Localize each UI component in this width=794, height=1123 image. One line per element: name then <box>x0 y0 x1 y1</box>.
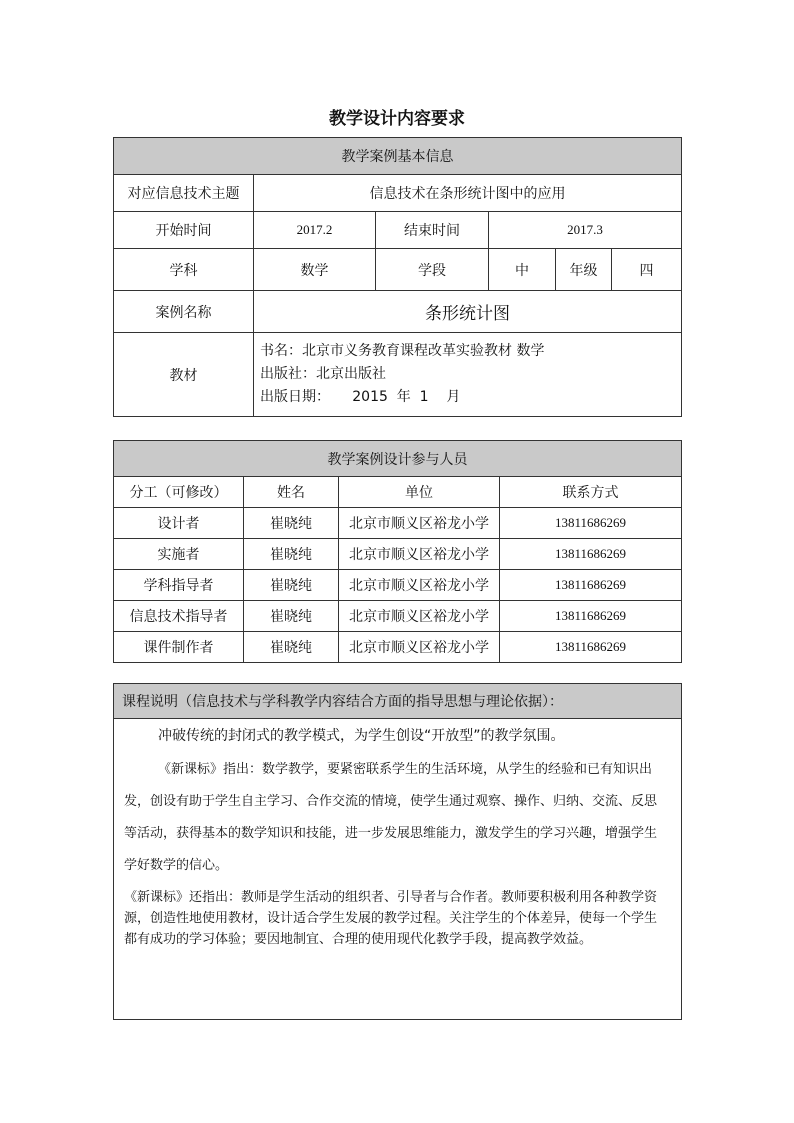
table-row <box>114 632 682 663</box>
contact-cell: 13811686269 <box>500 632 682 663</box>
role-cell: 信息技术指导者 <box>114 601 244 632</box>
grade-value: 四 <box>612 249 682 291</box>
start-value: 2017.2 <box>254 212 376 249</box>
table-row <box>114 601 682 632</box>
notes-paragraph-3 <box>124 882 669 950</box>
material-publisher: 出版社：北京出版社 <box>260 366 386 382</box>
end-value: 2017.3 <box>489 212 682 249</box>
role-cell: 课件制作者 <box>114 632 244 663</box>
name-cell: 崔晓纯 <box>244 570 339 601</box>
table-row <box>114 508 682 539</box>
topic-label: 对应信息技术主题 <box>114 175 254 212</box>
stage-value: 中 <box>489 249 556 291</box>
role-cell: 实施者 <box>114 539 244 570</box>
table-row <box>114 539 682 570</box>
subject-label: 学科 <box>114 249 254 291</box>
column-header-contact: 联系方式 <box>500 477 682 508</box>
material-date: 出版日期： 2015 年 1 月 <box>260 389 461 405</box>
unit-cell: 北京市顺义区裕龙小学 <box>339 508 500 539</box>
course-notes-header: 课程说明（信息技术与学科教学内容结合方面的指导思想与理论依据）： <box>114 684 682 719</box>
name-cell: 崔晓纯 <box>244 539 339 570</box>
notes-paragraph-3-lead: 《新课标》还指出：教师是学生活动的组织者、引导者与合作者。教师要积极利用各种教 <box>124 889 632 904</box>
material-info <box>254 333 682 417</box>
material-label: 教材 <box>114 333 254 417</box>
notes-paragraph-2 <box>124 747 669 882</box>
subject-value: 数学 <box>254 249 376 291</box>
basic-info-header: 教学案例基本信息 <box>114 138 682 175</box>
unit-cell: 北京市顺义区裕龙小学 <box>339 632 500 663</box>
material-book: 书名：北京市义务教育课程改革实验教材 数学 <box>260 343 545 359</box>
participants-header: 教学案例设计参与人员 <box>114 441 682 477</box>
participants-table <box>113 440 682 663</box>
notes-paragraph-3-rest: 学资源，创造性地使用教材，设计适合学生发展的教学过程。关注学生的个体差异，使每一个学生都有成功的学习体验；要因地制宜、合理的使用现代化教学手段，提高教学效益。 <box>124 890 658 947</box>
column-header-unit: 单位 <box>339 477 500 508</box>
name-cell: 崔晓纯 <box>244 508 339 539</box>
role-cell: 设计者 <box>114 508 244 539</box>
end-label: 结束时间 <box>376 212 489 249</box>
contact-cell: 13811686269 <box>500 508 682 539</box>
contact-cell: 13811686269 <box>500 601 682 632</box>
stage-label: 学段 <box>376 249 489 291</box>
case-label: 案例名称 <box>114 291 254 333</box>
table-row <box>114 570 682 601</box>
contact-cell: 13811686269 <box>500 570 682 601</box>
grade-label: 年级 <box>556 249 612 291</box>
column-header-name: 姓名 <box>244 477 339 508</box>
start-label: 开始时间 <box>114 212 254 249</box>
contact-cell: 13811686269 <box>500 539 682 570</box>
case-value: 条形统计图 <box>254 291 682 333</box>
unit-cell: 北京市顺义区裕龙小学 <box>339 570 500 601</box>
topic-value: 信息技术在条形统计图中的应用 <box>254 175 682 212</box>
notes-paragraph-2-lead: 《新课标》指出：数学教学，要紧密联系学生的生活环境，从学生的经验和已有知识 <box>158 761 640 776</box>
basic-info-table <box>113 137 682 417</box>
notes-paragraph-2-rest: 出发，创设有助于学生自主学习、合作交流的情境，使学生通过观察、操作、归纳、交流、反思等活动，获得基本的数学知识和技能，进一步发展思维能力，激发学生的学习兴趣，增强学生学好数学的信心。 <box>124 762 658 873</box>
unit-cell: 北京市顺义区裕龙小学 <box>339 539 500 570</box>
notes-paragraph-1: 冲破传统的封闭式的教学模式，为学生创设“开放型”的教学氛围。 <box>158 728 565 744</box>
name-cell: 崔晓纯 <box>244 601 339 632</box>
course-notes-body <box>114 719 682 1020</box>
name-cell: 崔晓纯 <box>244 632 339 663</box>
role-cell: 学科指导者 <box>114 570 244 601</box>
page-title: 教学设计内容要求 <box>329 109 465 129</box>
column-header-role: 分工（可修改） <box>114 477 244 508</box>
course-notes-table <box>113 683 682 1020</box>
unit-cell: 北京市顺义区裕龙小学 <box>339 601 500 632</box>
